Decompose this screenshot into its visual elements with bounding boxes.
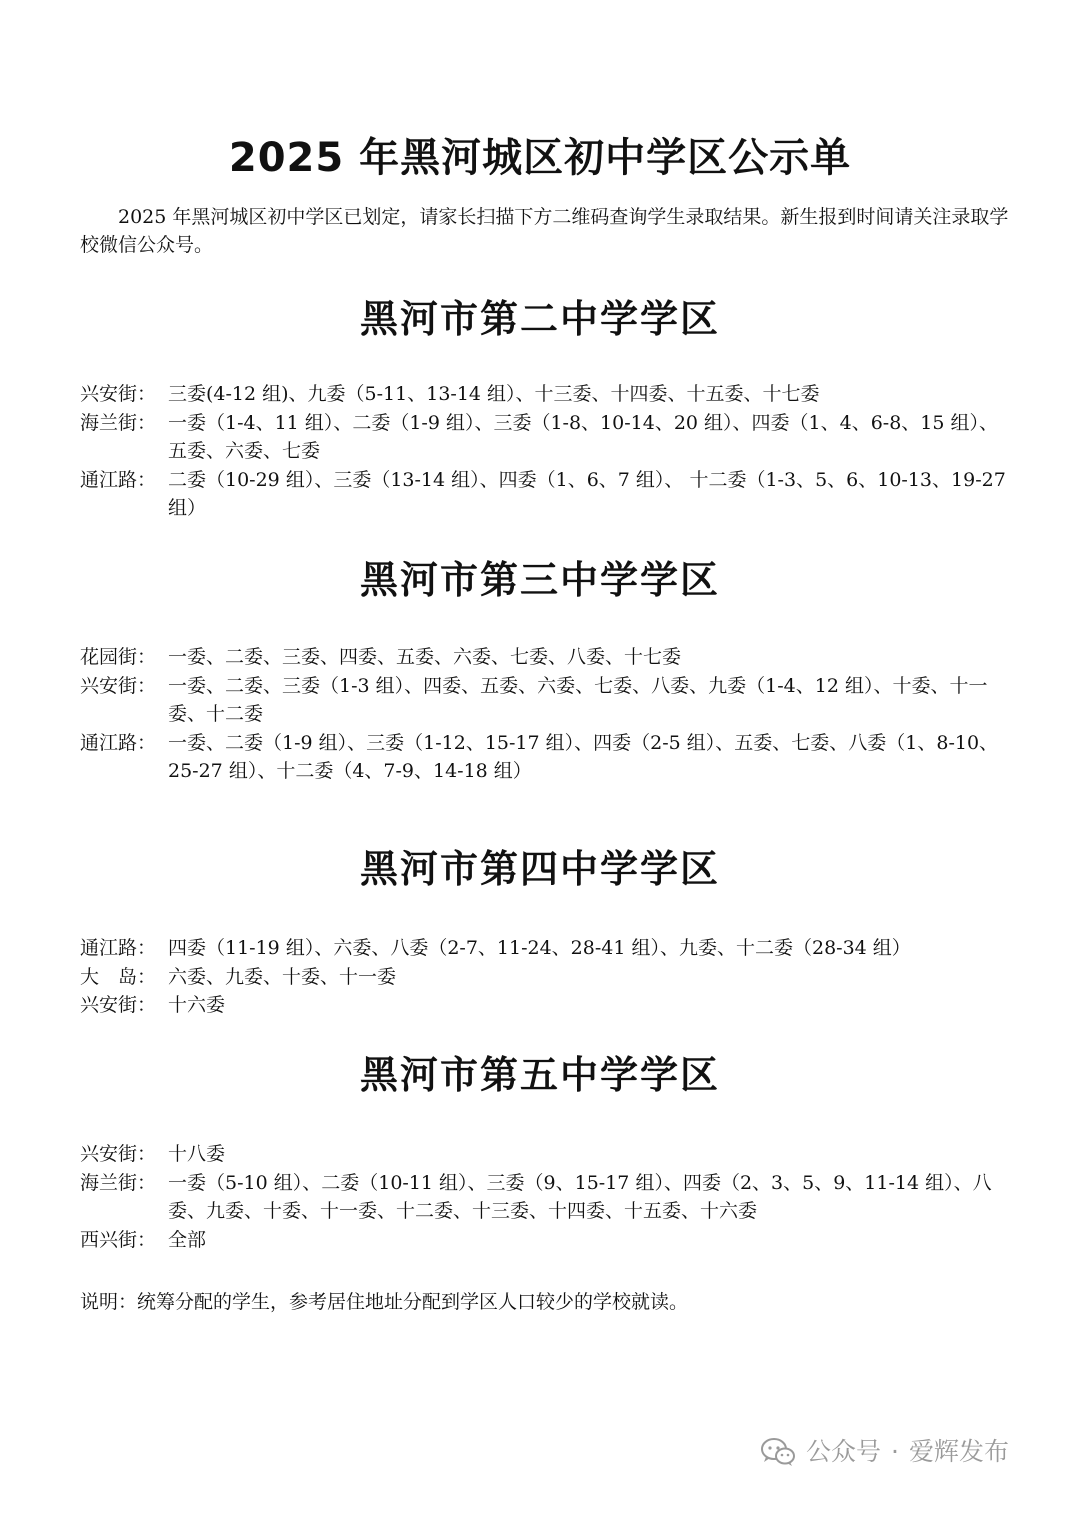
watermark-account: 爱辉发布: [908, 1437, 1009, 1466]
section-entries-school-2: [80, 380, 1010, 523]
section-title-school-5: 黑河市第五中学学区: [359, 1053, 720, 1097]
district-entry: [80, 1226, 1010, 1255]
section-title-school-2: 黑河市第二中学学区: [359, 297, 720, 341]
street-label: 花园街：: [80, 646, 157, 668]
district-entry: [80, 729, 1010, 786]
district-entry: [80, 466, 1010, 523]
street-label: 兴安街：: [80, 1143, 157, 1165]
street-label: 兴安街：: [80, 994, 157, 1016]
street-label: 海兰街：: [80, 411, 157, 434]
district-entry: [80, 1140, 1010, 1169]
note-text: 说明：统筹分配的学生，参考居住地址分配到学区人口较少的学校就读。: [80, 1291, 689, 1313]
committee-list: 六委、九委、十委、十一委: [168, 965, 397, 988]
district-entry: [80, 409, 1010, 466]
committee-list: 十八委: [168, 1143, 226, 1165]
committee-list: 三委(4-12 组)、九委（5-11、13-14 组）、十三委、十四委、十五委、十七委: [168, 383, 820, 405]
committee-list: 一委、二委（1-9 组）、三委（1-12、15-17 组）、四委（2-5 组）、五委、七委、八委（1、8-10、25-27 组）、十二委（4、7-9、14-18 组）: [168, 731, 999, 782]
district-entry: [80, 380, 1010, 409]
street-label: 通江路：: [80, 468, 157, 491]
wechat-icon: [760, 1437, 796, 1467]
section-entries-school-5: [80, 1140, 1010, 1254]
intro-paragraph: 2025 年黑河城区初中学区已划定，请家长扫描下方二维码查询学生录取结果。新生报到时间请关注录取学校微信公众号。: [80, 206, 1009, 256]
watermark-separator: ·: [891, 1437, 899, 1466]
committee-list: 四委（11-19 组）、六委、八委（2-7、11-24、28-41 组）、九委、十二委（28-34 组）: [168, 937, 911, 959]
committee-list: 一委、二委、三委（1-3 组）、四委、五委、六委、七委、八委、九委（1-4、12 组）、十委、十一委、十二委: [168, 674, 988, 725]
district-entry: [80, 991, 1010, 1020]
committee-list: 一委、二委、三委、四委、五委、六委、七委、八委、十七委: [168, 646, 682, 668]
committee-list: 十六委: [168, 994, 226, 1016]
street-label: 兴安街：: [80, 674, 157, 697]
district-entry: [80, 1169, 1010, 1226]
committee-list: 一委（5-10 组）、二委（10-11 组）、三委（9、15-17 组）、四委（2、3、5、9、11-14 组）、八委、九委、十委、十一委、十二委、十三委、十四委、十五委、十六委: [168, 1171, 992, 1222]
committee-list: 二委（10-29 组）、三委（13-14 组）、四委（1、6、7 组）、 十二委（1-3、5、6、10-13、19-27 组）: [168, 468, 1006, 519]
street-label: 通江路：: [80, 937, 157, 959]
street-label: 兴安街：: [80, 383, 157, 405]
committee-list: 全部: [168, 1228, 207, 1251]
section-entries-school-3: [80, 643, 1010, 786]
district-entry: [80, 643, 1010, 672]
wechat-watermark: [760, 1432, 1009, 1472]
section-entries-school-4: [80, 934, 1010, 1020]
section-title-school-3: 黑河市第三中学学区: [359, 558, 720, 602]
street-label: 西兴街：: [80, 1228, 157, 1251]
street-label: 海兰街：: [80, 1171, 157, 1194]
district-entry: [80, 672, 1010, 729]
district-entry: [80, 963, 1010, 992]
street-label: 通江路：: [80, 731, 157, 754]
street-label: 大 岛：: [80, 965, 157, 988]
district-entry: [80, 934, 1010, 963]
watermark-platform: 公众号: [806, 1437, 882, 1466]
section-title-school-4: 黑河市第四中学学区: [359, 847, 720, 891]
committee-list: 一委（1-4、11 组）、二委（1-9 组）、三委（1-8、10-14、20 组）、四委（1、4、6-8、15 组）、五委、六委、七委: [168, 411, 999, 462]
document-title: 2025 年黑河城区初中学区公示单: [228, 135, 852, 181]
